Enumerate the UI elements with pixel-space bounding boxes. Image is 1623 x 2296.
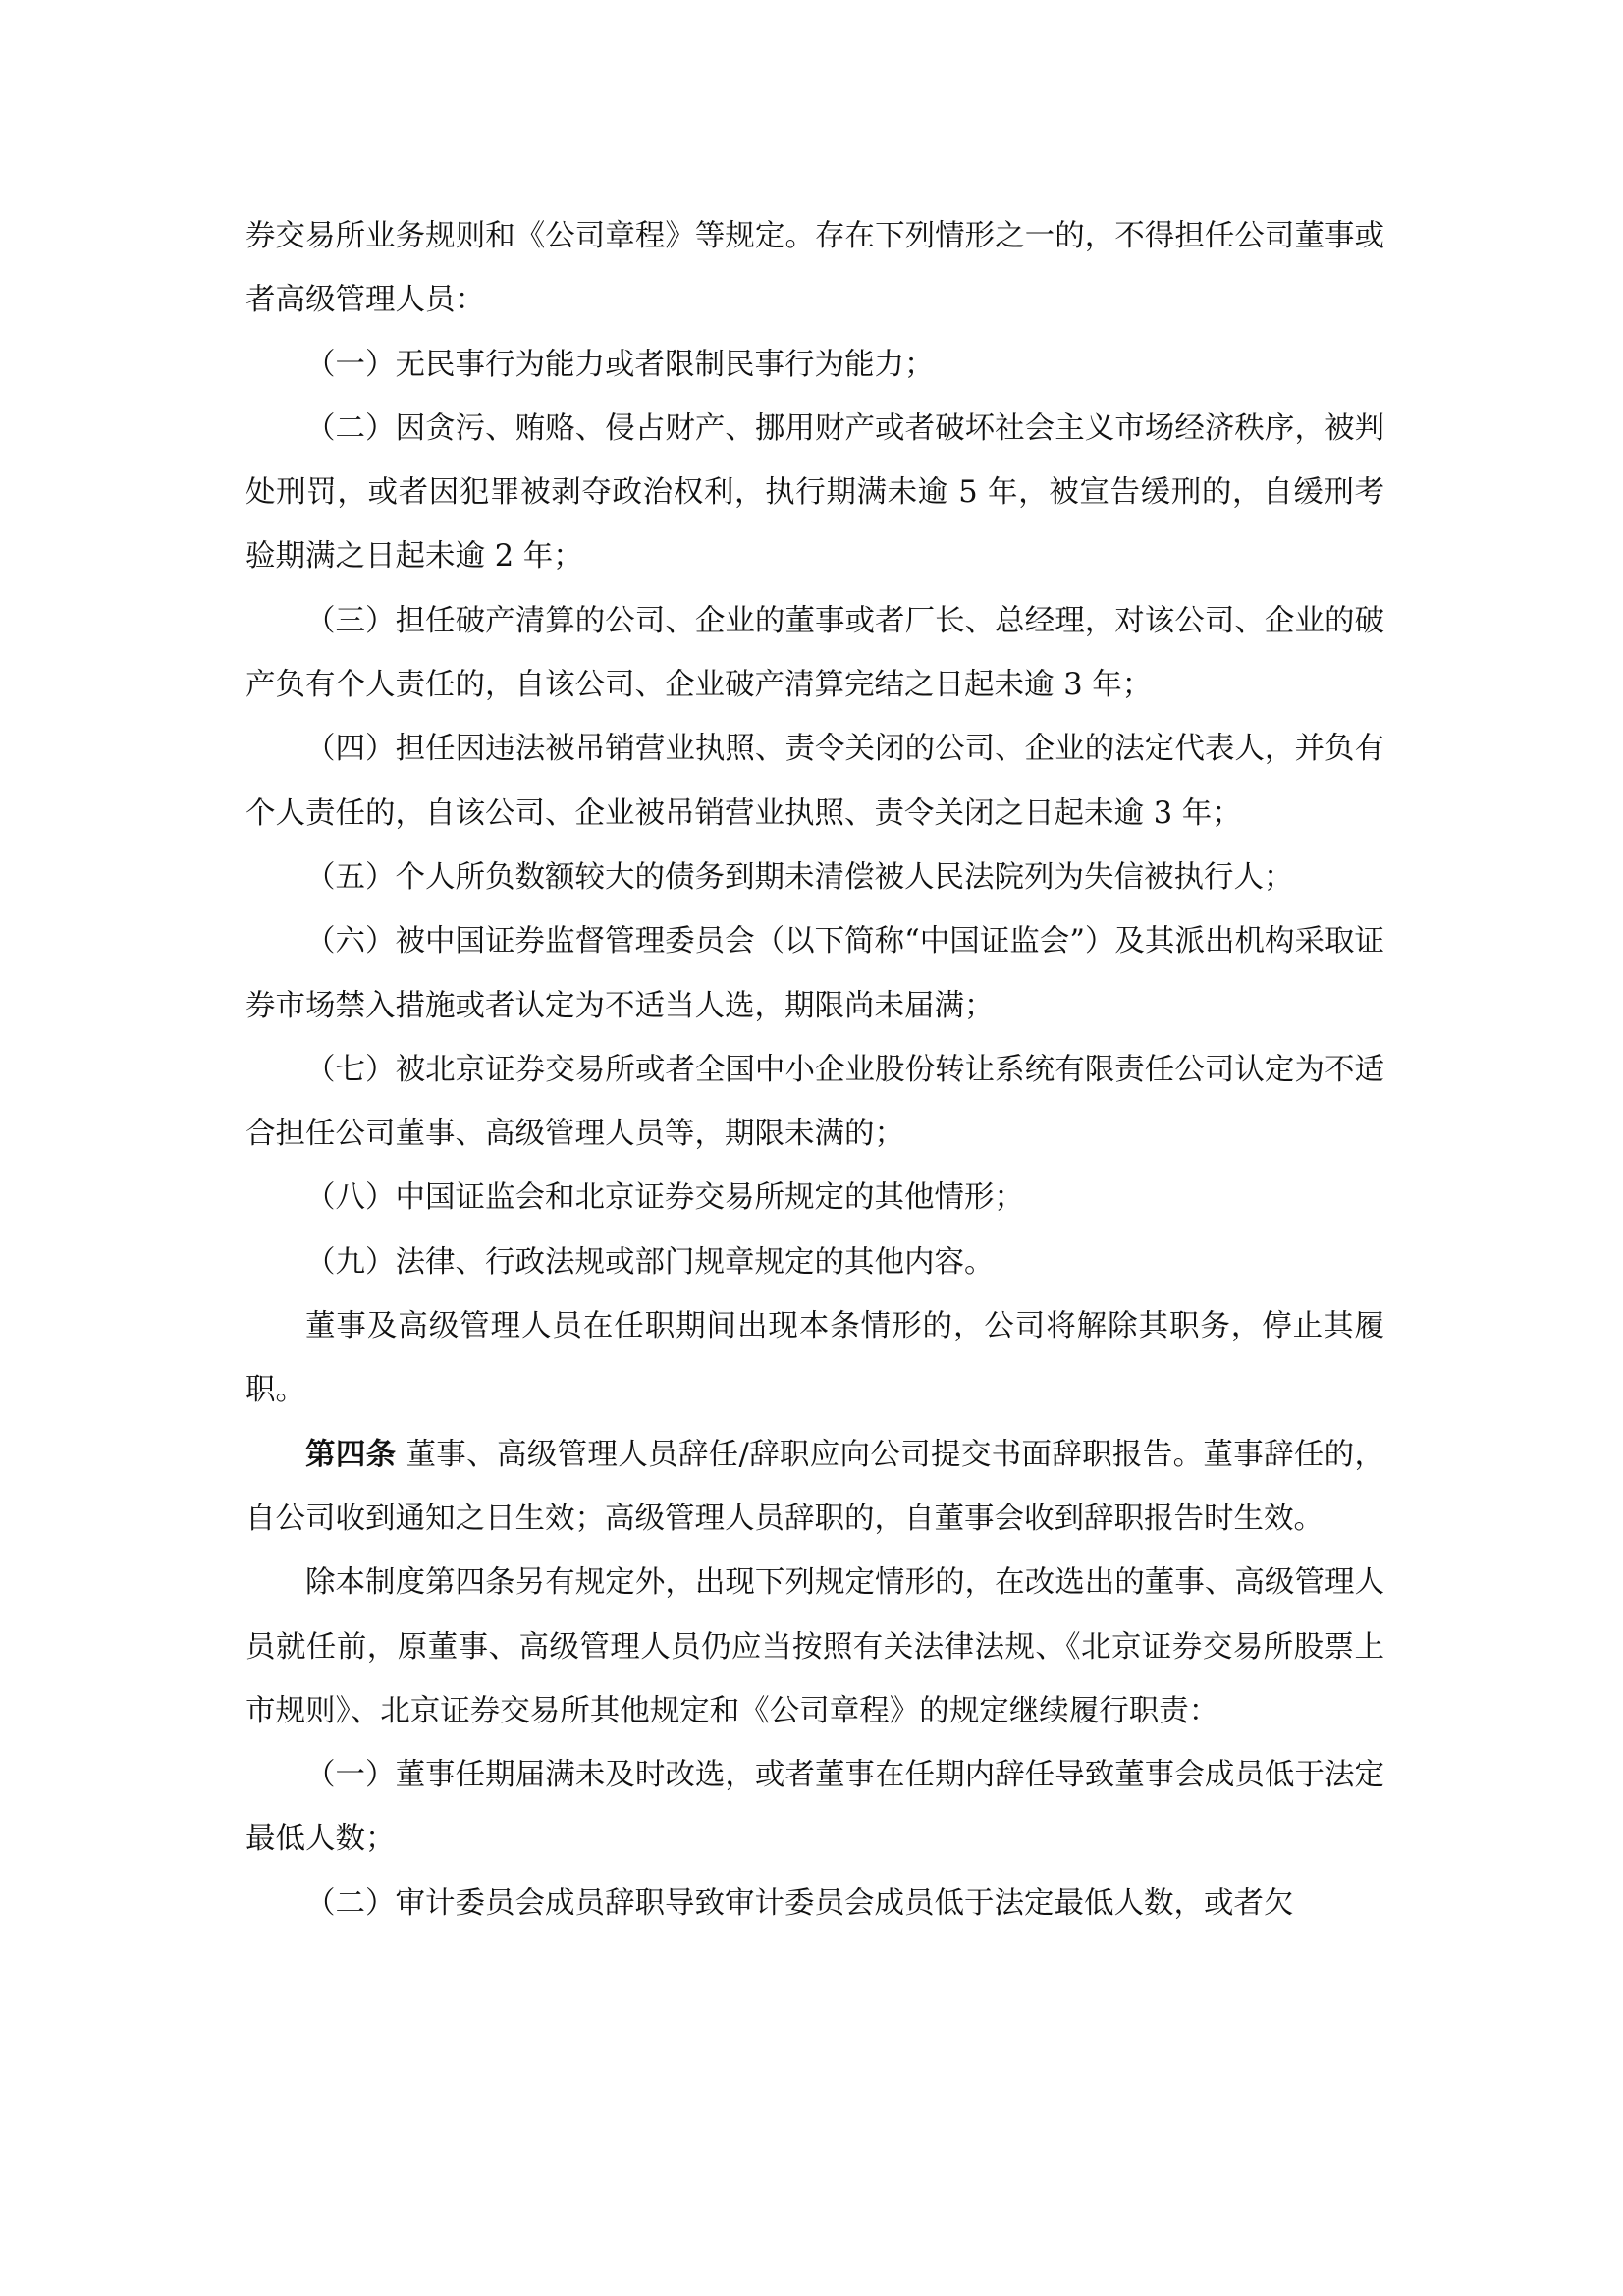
article-4-text: 董事、高级管理人员辞任/辞职应向公司提交书面辞职报告。董事辞任的，自公司收到通知之日生效；高级管理人员辞职的，自董事会收到辞职报告时生效。 — [245, 1437, 1384, 1536]
article-4-paragraph — [245, 1423, 1384, 1552]
duty-item-2: （二）审计委员会成员辞职导致审计委员会成员低于法定最低人数，或者欠 — [305, 1886, 1294, 1921]
list-item-2: （二）因贪污、贿赂、侵占财产、挪用财产或者破坏社会主义市场经济秩序，被判处刑罚，或者因犯罪被剥夺政治权利，执行期满未逾 5 年，被宣告缓刑的，自缓刑考验期满之日起未逾 2 年； — [245, 410, 1384, 574]
document-body — [245, 204, 1384, 1936]
list-item-5: （五）个人所负数额较大的债务到期未清偿被人民法院列为失信被执行人； — [305, 859, 1294, 895]
list-item-6: （六）被中国证券监督管理委员会（以下简称“中国证监会”）及其派出机构采取证券市场禁入措施或者认定为不适当人选，期限尚未届满； — [245, 924, 1384, 1023]
duty-item-1: （一）董事任期届满未及时改选，或者董事在任期内辞任导致董事会成员低于法定最低人数； — [245, 1758, 1384, 1857]
list-item-9: （九）法律、行政法规或部门规章规定的其他内容。 — [305, 1244, 995, 1280]
list-item-1: （一）无民事行为能力或者限制民事行为能力； — [305, 347, 935, 382]
list-item-8: （八）中国证监会和北京证券交易所规定的其他情形； — [305, 1180, 1024, 1216]
paragraph-removal-clause: 董事及高级管理人员在任职期间出现本条情形的，公司将解除其职务，停止其履职。 — [245, 1309, 1384, 1408]
article-4-heading: 第四条 — [305, 1436, 397, 1472]
paragraph-continue-duties: 除本制度第四条另有规定外，出现下列规定情形的，在改选出的董事、高级管理人员就任前，原董事、高级管理人员仍应当按照有关法律法规、《北京证券交易所股票上市规则》、北京证券交易所其他规定和《公司章程》的规定继续履行职责： — [245, 1565, 1384, 1728]
list-item-4: （四）担任因违法被吊销营业执照、责令关闭的公司、企业的法定代表人，并负有个人责任的，自该公司、企业被吊销营业执照、责令关闭之日起未逾 3 年； — [245, 732, 1384, 831]
paragraph-continuation: 券交易所业务规则和《公司章程》等规定。存在下列情形之一的，不得担任公司董事或者高级管理人员： — [245, 219, 1384, 318]
list-item-3: （三）担任破产清算的公司、企业的董事或者厂长、总经理，对该公司、企业的破产负有个人责任的，自该公司、企业破产清算完结之日起未逾 3 年； — [245, 603, 1384, 703]
list-item-7: （七）被北京证券交易所或者全国中小企业股份转让系统有限责任公司认定为不适合担任公司董事、高级管理人员等，期限未满的； — [245, 1052, 1384, 1152]
